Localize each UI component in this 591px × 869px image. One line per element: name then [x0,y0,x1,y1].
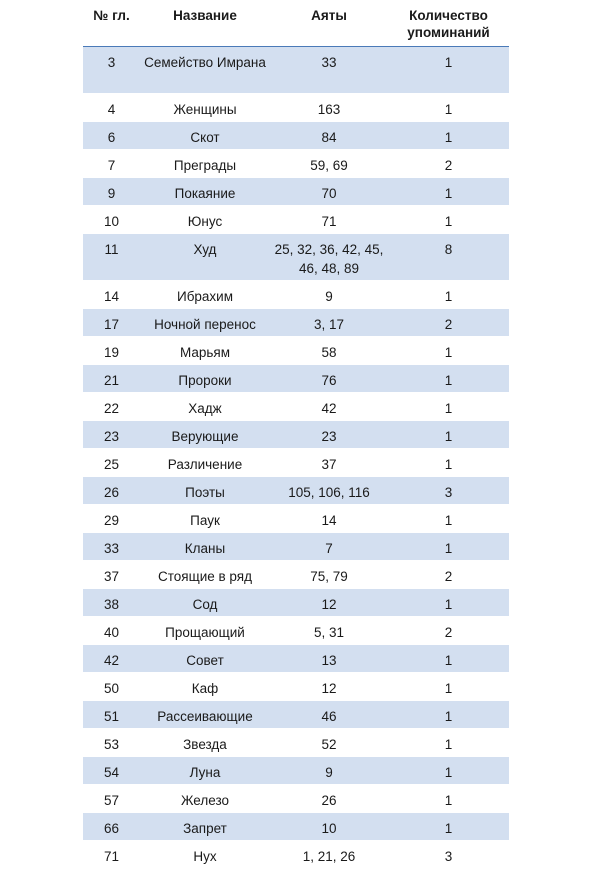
ayats-cell: 46 [321,709,337,724]
chapter-number-cell: 25 [103,457,120,472]
ayats-cell: 42 [321,401,337,416]
ayats-cell: 33 [321,55,337,70]
surah-name-cell: Юнус [187,214,223,229]
ayats-cell: 76 [321,373,337,388]
surah-name-cell: Сод [192,597,218,612]
mention-count-cell: 1 [444,513,453,528]
table-row [83,122,509,150]
surah-name-cell: Звезда [183,737,227,752]
mention-count-cell: 1 [444,541,453,556]
chapter-number-cell: 6 [107,130,116,145]
chapter-number-cell: 53 [103,737,120,752]
header-row [83,0,509,47]
chapter-number-cell: 71 [103,849,120,864]
mention-count-cell: 1 [444,821,453,836]
ayats-cell: 105, 106, 116 [288,485,370,500]
table-row [83,365,509,393]
table-row [83,757,509,785]
surah-name-cell: Нух [193,849,217,864]
table-row [83,421,509,449]
ayats-cell: 70 [321,186,337,201]
ayats-cell: 26 [321,793,337,808]
ayats-cell: 71 [321,214,337,229]
surah-name-cell: Ибрахим [176,289,234,304]
ayats-cell: 52 [321,737,337,752]
chapter-number-cell: 51 [103,709,120,724]
mention-count-cell: 1 [444,401,453,416]
header-mention-count: Количество упоминаний [407,8,490,40]
mention-count-cell: 1 [444,457,453,472]
chapter-number-cell: 3 [107,55,116,70]
surah-name-cell: Поэты [185,485,225,500]
ayats-cell: 10 [321,821,337,836]
table-row [83,178,509,206]
mention-count-cell: 1 [444,709,453,724]
mention-count-cell: 1 [444,373,453,388]
mention-count-cell: 1 [444,55,453,70]
ayats-cell: 5, 31 [313,625,345,640]
table-row [83,337,509,365]
mention-count-cell: 1 [444,793,453,808]
chapter-number-cell: 40 [103,625,120,640]
table-row [83,309,509,337]
table-row [83,449,509,477]
mention-count-cell: 1 [444,186,453,201]
surah-name-cell: Луна [189,765,221,780]
surah-name-cell: Совет [186,653,224,668]
chapter-number-cell: 66 [103,821,120,836]
mention-count-cell: 1 [444,214,453,229]
chapter-number-cell: 9 [107,186,116,201]
table-row [83,94,509,122]
ayats-cell: 12 [321,597,337,612]
surah-name-cell: Каф [191,681,219,696]
chapter-number-cell: 19 [103,345,120,360]
chapter-number-cell: 14 [103,289,120,304]
table-row [83,617,509,645]
table-row [83,477,509,505]
mention-count-cell: 1 [444,765,453,780]
ayats-cell: 84 [321,130,337,145]
table-row [83,645,509,673]
mention-count-cell: 1 [444,681,453,696]
mention-count-cell: 2 [444,569,453,584]
ayats-cell: 1, 21, 26 [302,849,356,864]
mention-count-cell: 8 [444,242,453,257]
chapter-number-cell: 23 [103,429,120,444]
surah-name-cell: Рассеивающие [157,709,253,724]
chapter-number-cell: 33 [103,541,120,556]
chapter-number-cell: 26 [103,485,120,500]
ayats-cell: 9 [325,289,333,304]
surah-name-cell: Кланы [184,541,226,556]
surah-name-cell: Преграды [173,158,237,173]
table-row [83,701,509,729]
ayats-cell: 12 [321,681,337,696]
surah-mentions-table [83,0,509,869]
chapter-number-cell: 54 [103,765,120,780]
table-row [83,281,509,309]
table-row [83,393,509,421]
chapter-number-cell: 10 [103,214,120,229]
ayats-cell: 25, 32, 36, 42, 45, 46, 48, 89 [274,242,384,276]
surah-name-cell: Женщины [173,102,237,117]
surah-name-cell: Различение [167,457,243,472]
surah-name-cell: Прощающий [165,625,245,640]
chapter-number-cell: 22 [103,401,120,416]
surah-name-cell: Паук [190,513,220,528]
surah-name-cell: Марьям [179,345,231,360]
mention-count-cell: 1 [444,597,453,612]
mention-count-cell: 1 [444,429,453,444]
table-row [83,729,509,757]
ayats-cell: 14 [321,513,337,528]
chapter-number-cell: 50 [103,681,120,696]
chapter-number-cell: 29 [103,513,120,528]
chapter-number-cell: 4 [107,102,116,117]
chapter-number-cell: 57 [103,793,120,808]
table-row [83,785,509,813]
surah-name-cell: Стоящие в ряд [158,569,252,584]
header-chapter-number: № гл. [93,8,130,23]
table-row [83,206,509,234]
surah-name-cell: Покаяние [174,186,236,201]
chapter-number-cell: 11 [104,242,119,257]
table-row [83,150,509,178]
ayats-cell: 59, 69 [310,158,348,173]
chapter-number-cell: 37 [103,569,120,584]
chapter-number-cell: 21 [103,373,120,388]
ayats-cell: 75, 79 [310,569,348,584]
ayats-cell: 7 [325,541,333,556]
surah-name-cell: Ночной перенос [154,317,256,332]
surah-name-cell: Хадж [188,401,222,416]
mention-count-cell: 1 [444,130,453,145]
ayats-cell: 37 [321,457,337,472]
table-row [83,234,509,281]
mention-count-cell: 3 [444,849,453,864]
surah-name-cell: Запрет [183,821,227,836]
mention-count-cell: 1 [444,653,453,668]
chapter-number-cell: 17 [103,317,120,332]
surah-mentions-table-container [83,0,509,869]
mention-count-cell: 1 [444,289,453,304]
mention-count-cell: 1 [444,737,453,752]
ayats-cell: 163 [317,102,341,117]
table-row [83,47,509,94]
table-row [83,561,509,589]
table-row [83,673,509,701]
surah-name-cell: Пророки [178,373,232,388]
table-row [83,533,509,561]
surah-name-cell: Скот [190,130,220,145]
chapter-number-cell: 42 [103,653,120,668]
table-body [83,47,509,869]
header-ayats: Аяты [311,8,347,23]
chapter-number-cell: 38 [103,597,120,612]
ayats-cell: 3, 17 [313,317,345,332]
ayats-cell: 9 [325,765,333,780]
mention-count-cell: 3 [444,485,453,500]
mention-count-cell: 2 [444,317,453,332]
table-row [83,841,509,869]
mention-count-cell: 1 [444,102,453,117]
table-row [83,813,509,841]
table-header [83,0,509,47]
mention-count-cell: 2 [444,625,453,640]
surah-name-cell: Худ [193,242,217,257]
surah-name-cell: Железо [181,793,229,808]
ayats-cell: 58 [321,345,337,360]
surah-name-cell: Семейство Имрана [144,55,266,70]
ayats-cell: 13 [321,653,337,668]
mention-count-cell: 1 [444,345,453,360]
header-name: Название [173,8,237,23]
chapter-number-cell: 7 [107,158,116,173]
mention-count-cell: 2 [444,158,453,173]
table-row [83,505,509,533]
surah-name-cell: Верующие [171,429,239,444]
ayats-cell: 23 [321,429,337,444]
table-row [83,589,509,617]
